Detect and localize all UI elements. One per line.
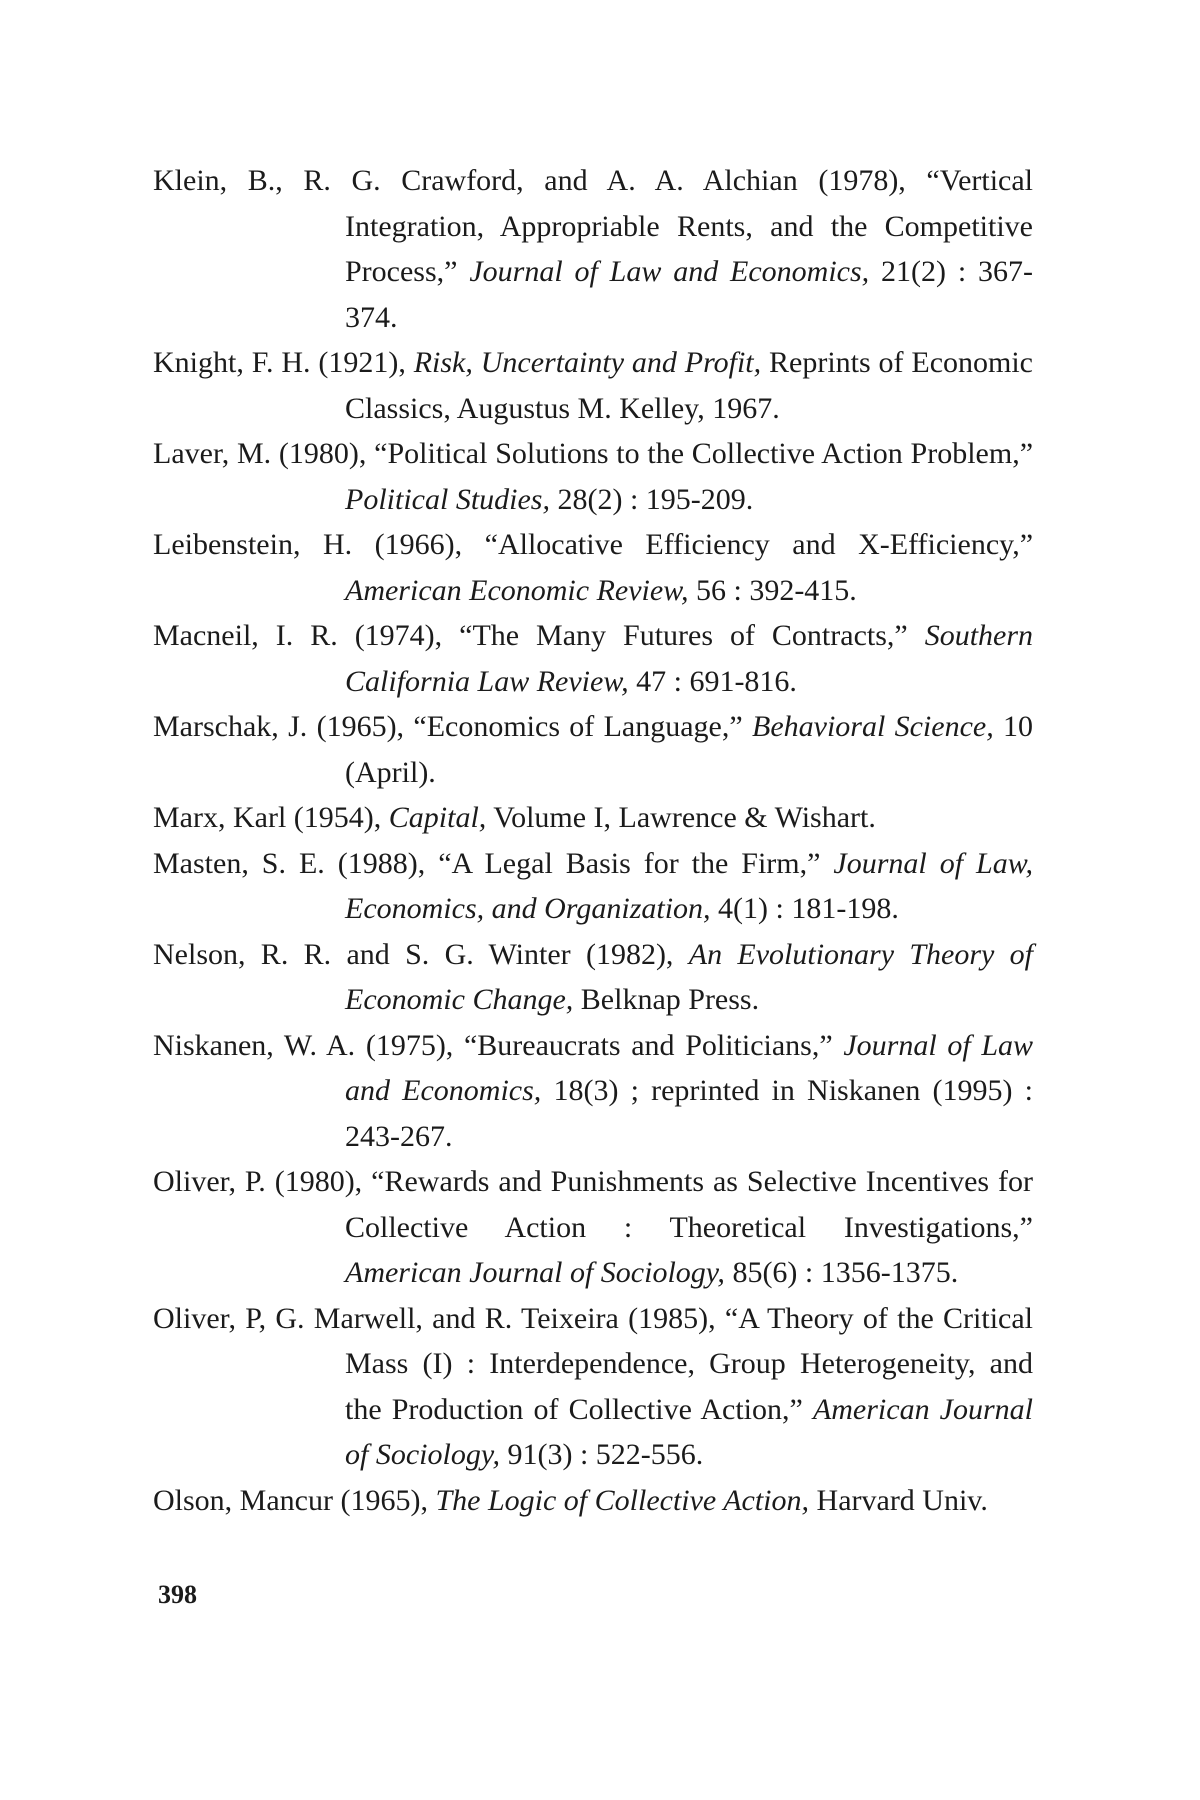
reference-details: Harvard Univ. xyxy=(816,1483,988,1517)
reference-details: 4(1) : 181-198. xyxy=(718,892,899,925)
reference-title: “The Many Futures of Contracts,” xyxy=(459,619,908,652)
reference-details: 47 : 691-816. xyxy=(636,664,797,698)
reference-details: Reprints of Economic Classics, Augustus M. Kelley, 1967. xyxy=(345,346,1033,425)
reference-year: (1982), xyxy=(585,937,674,971)
reference-year: (1965), xyxy=(340,1483,428,1517)
reference-author: Macneil, I. R. xyxy=(153,619,338,652)
reference-year: (1978), xyxy=(818,164,906,197)
reference-author: Masten, S. E. xyxy=(153,846,325,880)
reference-author: Olson, Mancur xyxy=(153,1483,333,1517)
reference-entry xyxy=(153,340,1033,431)
reference-title: “Rewards and Punishments as Selective Incentives for Collective Action : Theoretical Investigations,” xyxy=(345,1165,1033,1244)
reference-entry xyxy=(153,1296,1033,1478)
reference-year: (1965), xyxy=(316,710,405,743)
reference-details: Belknap Press. xyxy=(580,983,760,1016)
reference-entry xyxy=(153,1478,1033,1524)
reference-year: (1966), xyxy=(374,528,463,561)
reference-details: 21(2) : 367-374. xyxy=(345,255,1033,334)
reference-source: American Economic Review, xyxy=(345,573,689,607)
page-number: 398 xyxy=(158,1580,197,1609)
reference-entry xyxy=(153,522,1033,613)
reference-source: An Evolutionary Theory of Economic Change, xyxy=(345,937,1034,1016)
reference-year: (1988), xyxy=(337,846,426,880)
reference-year: (1985), xyxy=(628,1301,716,1335)
reference-entry xyxy=(153,932,1033,1023)
reference-title: “Political Solutions to the Collective Action Problem,” xyxy=(374,437,1034,470)
reference-author: Marx, Karl xyxy=(153,801,287,834)
reference-author: Knight, F. H. xyxy=(153,346,311,379)
reference-source: Journal of Law and Economics, xyxy=(345,1028,1034,1107)
reference-details: 91(3) : 522-556. xyxy=(507,1438,704,1471)
reference-source: American Journal of Sociology, xyxy=(345,1256,725,1289)
reference-title: “A Theory of the Critical Mass (I) : Interdependence, Group Heterogeneity, and the Production of Collective Action,” xyxy=(345,1301,1034,1426)
reference-details: 56 : 392-415. xyxy=(695,573,857,607)
reference-source: Behavioral Science, xyxy=(752,710,994,743)
reference-author: Niskanen, W. A. xyxy=(153,1028,356,1062)
reference-author: Klein, B., R. G. Crawford, and A. A. Alchian xyxy=(153,164,798,197)
reference-author: Oliver, P, G. Marwell, and R. Teixeira xyxy=(153,1301,619,1335)
reference-title: “A Legal Basis for the Firm,” xyxy=(438,846,821,880)
reference-source: The Logic of Collective Action, xyxy=(435,1483,810,1517)
reference-entry xyxy=(153,431,1033,522)
reference-source: Southern California Law Review, xyxy=(345,619,1034,698)
reference-source: Journal of Law, Economics, and Organization, xyxy=(345,846,1033,925)
reference-year: (1980), xyxy=(274,1165,363,1198)
reference-list xyxy=(153,158,1033,1523)
reference-details: 85(6) : 1356-1375. xyxy=(732,1256,959,1289)
reference-author: Marschak, J. xyxy=(153,710,308,743)
reference-title: “Vertical Integration, Appropriable Rents, and the Competitive Process,” xyxy=(345,164,1034,288)
reference-entry xyxy=(153,704,1033,795)
reference-entry xyxy=(153,613,1033,704)
reference-source: Risk, Uncertainty and Profit, xyxy=(413,346,762,379)
reference-details: 18(3) ; reprinted in Niskanen (1995) : 243-267. xyxy=(345,1074,1033,1153)
reference-source: Political Studies, xyxy=(345,482,550,516)
reference-author: Laver, M. xyxy=(153,437,272,470)
reference-year: (1975), xyxy=(365,1028,454,1062)
reference-author: Leibenstein, H. xyxy=(153,528,353,561)
reference-entry xyxy=(153,158,1033,340)
reference-author: Oliver, P. xyxy=(153,1165,266,1198)
reference-title: “Allocative Efficiency and X-Efficiency,” xyxy=(484,528,1034,561)
reference-entry xyxy=(153,795,1033,841)
reference-source: Journal of Law and Economics, xyxy=(469,255,870,288)
reference-details: Volume I, Lawrence & Wishart. xyxy=(493,801,876,834)
reference-entry xyxy=(153,1159,1033,1296)
reference-details: 10 (April). xyxy=(345,710,1034,789)
reference-title: “Bureaucrats and Politicians,” xyxy=(463,1028,833,1062)
reference-author: Nelson, R. R. and S. G. Winter xyxy=(153,937,571,971)
reference-entry xyxy=(153,1023,1033,1160)
reference-source: Capital, xyxy=(388,801,487,834)
reference-year: (1954), xyxy=(293,801,382,834)
reference-year: (1921), xyxy=(318,346,406,379)
reference-details: 28(2) : 195-209. xyxy=(557,482,754,516)
reference-year: (1980), xyxy=(278,437,367,470)
reference-entry xyxy=(153,841,1033,932)
reference-title: “Economics of Language,” xyxy=(413,710,743,743)
reference-year: (1974), xyxy=(354,619,443,652)
reference-source: American Journal of Sociology, xyxy=(345,1392,1033,1471)
